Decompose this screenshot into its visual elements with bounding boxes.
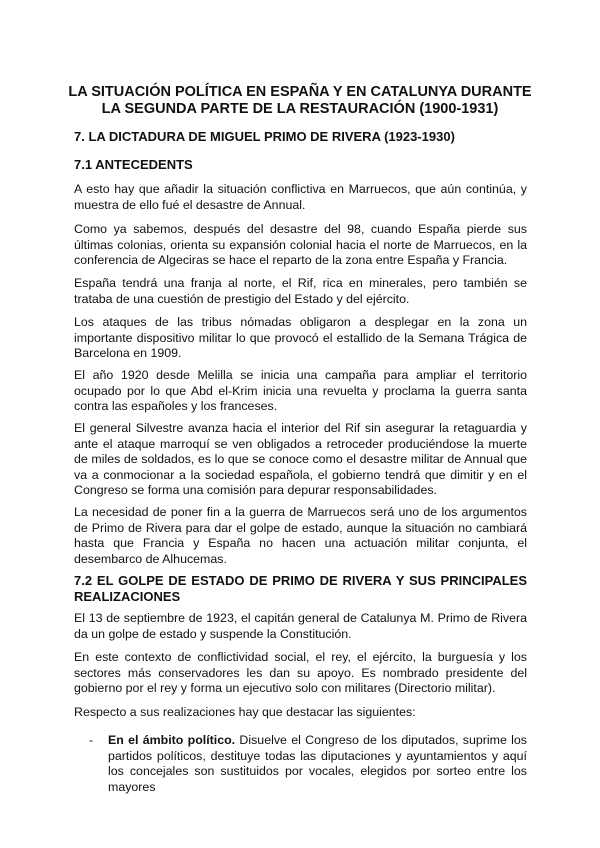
bullet-dash: -	[89, 733, 94, 747]
bullet-body: Disuelve el Congreso de los diputados, suprime los partidos políticos, destituye todas las diputaciones y ayuntamientos y aquí los concejales son sustituidos por vocales, elegidos por sorteo entre los mayores	[108, 733, 527, 794]
paragraph: España tendrá una franja al norte, el Rif, rica en minerales, pero también se trataba de una cuestión de prestigio del Estado y del ejército.	[74, 276, 527, 306]
paragraph: La necesidad de poner fin a la guerra de Marruecos será uno de los argumentos de Primo de Rivera para dar el golpe de estado, aunque la situación no cambiará hasta que Francia y España no hacen una actuación militar conjunta, el desembarco de Alhucemas.	[74, 505, 527, 566]
paragraph: Respecto a sus realizaciones hay que destacar las siguientes:	[74, 705, 416, 719]
document-title: LA SITUACIÓN POLÍTICA EN ESPAÑA Y EN CATALUNYA DURANTE LA SEGUNDA PARTE DE LA RESTAURACIÓN (1900-1931)	[68, 84, 532, 117]
paragraph: Los ataques de las tribus nómadas obligaron a desplegar en la zona un importante dispositivo militar lo que provocó el estallido de la Semana Trágica de Barcelona en 1909.	[74, 315, 527, 361]
subsection-heading-golpe: 7.2 EL GOLPE DE ESTADO DE PRIMO DE RIVERA Y SUS PRINCIPALES REALIZACIONES	[74, 573, 527, 604]
paragraph: A esto hay que añadir la situación conflictiva en Marruecos, que aún continúa, y muestra de ello fué el desastre de Annual.	[74, 182, 527, 212]
section-heading: 7. LA DICTADURA DE MIGUEL PRIMO DE RIVERA (1923-1930)	[74, 129, 455, 144]
bullet-item	[108, 733, 527, 795]
bullet-lead: En el ámbito político.	[108, 733, 236, 747]
paragraph: Como ya sabemos, después del desastre del 98, cuando España pierde sus últimas colonias, orienta su expansión colonial hacia el norte de Marruecos, en la conferencia de Algeciras se hace el reparto de la zona entre España y Francia.	[74, 222, 527, 268]
paragraph: En este contexto de conflictividad social, el rey, el ejército, la burguesía y los sectores más conservadores les dan su apoyo. Es nombrado presidente del gobierno por el rey y forma un ejecutivo solo con militares (Directorio militar).	[74, 650, 527, 696]
paragraph: El año 1920 desde Melilla se inicia una campaña para ampliar el territorio ocupado por lo que Abd el-Krim inicia una revuelta y proclama la guerra santa contra las españoles y los franceses.	[74, 368, 527, 414]
paragraph: El general Silvestre avanza hacia el interior del Rif sin asegurar la retaguardia y ante el ataque marroquí se ven obligados a retroceder produciéndose la muerte de miles de soldados, es lo que se conoce como el desastre militar de Annual que va a conmocionar a la sociedad española, el gobierno tendrá que dimitir y en el Congreso se forma una comisión para depurar responsabilidades.	[74, 421, 527, 498]
paragraph: El 13 de septiembre de 1923, el capitán general de Catalunya M. Primo de Rivera da un golpe de estado y suspende la Constitución.	[74, 611, 527, 641]
subsection-heading-antecedents: 7.1 ANTECEDENTS	[74, 157, 193, 172]
